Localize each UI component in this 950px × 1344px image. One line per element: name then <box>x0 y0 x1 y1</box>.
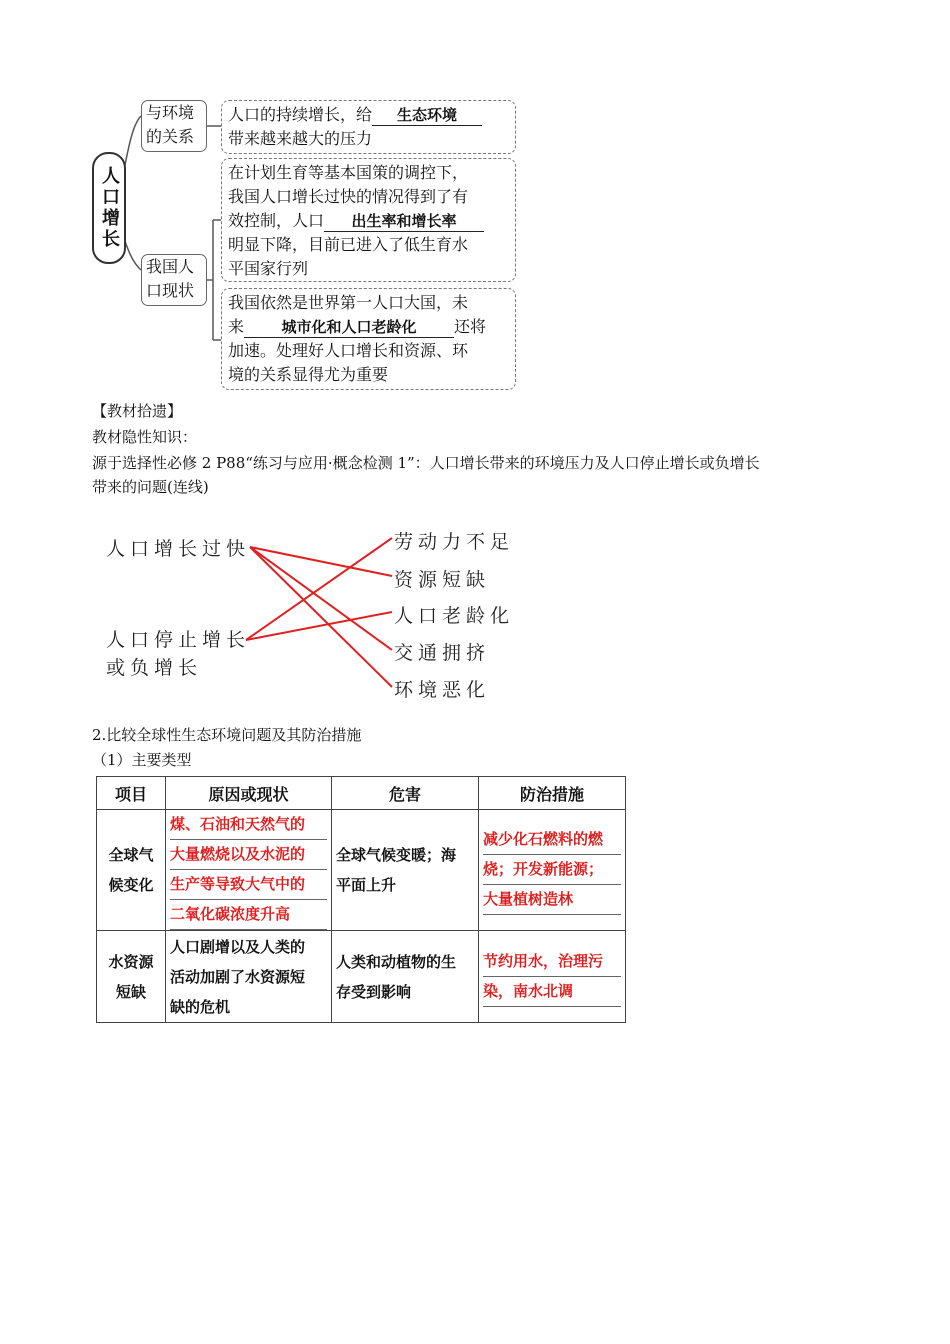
status-box-1-line3: 效控制，人口 <box>228 211 325 230</box>
row2-measure <box>479 931 626 1023</box>
row1-item-line2: 候变化 <box>108 876 154 894</box>
row1-harm-line1: 全球气候变暖；海 <box>336 846 457 864</box>
mindmap-root-label: 人口增长 <box>99 166 120 250</box>
row2-cause-line1: 人口剧增以及人类的 <box>170 937 306 956</box>
row1-cause-line2: 大量燃烧以及水泥的 <box>170 840 327 870</box>
header-cause: 原因或现状 <box>166 777 332 810</box>
environment-box-pre: 人口的持续增长，给 <box>228 105 373 124</box>
source-line-1: 源于选择性必修 2 P88“练习与应用·概念检测 1”：人口增长带来的环境压力及人口停止增长或负增长 <box>92 454 760 472</box>
row2-item <box>97 931 166 1023</box>
row2-item-line2: 短缺 <box>115 982 146 1001</box>
row2-cause <box>166 931 332 1023</box>
status-box-1-line4: 明显下降，目前已进入了低生育水 <box>228 235 469 254</box>
status-blank-answer-1: 出生率和增长率 <box>324 211 484 232</box>
source-line-2: 带来的问题(连线) <box>92 478 209 496</box>
section2-title: 2.比较全球性生态环境问题及其防治措施 <box>92 726 362 744</box>
row1-item-line1: 全球气 <box>108 846 154 864</box>
row1-measure-line2: 烧；开发新能源； <box>483 855 621 885</box>
table-header-row <box>97 777 626 810</box>
row1-cause <box>166 810 332 931</box>
hidden-knowledge-label: 教材隐性知识： <box>92 428 198 446</box>
branch-environment <box>141 100 207 152</box>
row2-cause-line3: 缺的危机 <box>170 997 231 1016</box>
match-lines <box>0 500 950 710</box>
match-left-2-line1: 人口停止增长 <box>106 629 251 651</box>
status-box-2-line4: 境的关系显得尤为重要 <box>228 365 389 384</box>
match-left-2-line2: 或负增长 <box>106 657 203 679</box>
row2-harm <box>332 931 479 1023</box>
header-measure: 防治措施 <box>479 777 626 810</box>
status-box-2-line3: 加速。处理好人口增长和资源、环 <box>228 341 469 360</box>
status-box-2-line1: 我国依然是世界第一人口大国，未 <box>228 293 469 312</box>
status-blank-answer-2: 城市化和人口老龄化 <box>244 317 454 338</box>
section-heading: 【教材拾遗】 <box>92 402 183 420</box>
row1-cause-line3: 生产等导致大气中的 <box>170 870 327 900</box>
section2-subtitle: （1）主要类型 <box>92 751 192 769</box>
status-box-2-line2-post: 还将 <box>454 317 487 336</box>
environment-box <box>221 100 516 154</box>
status-box-1-line5: 平国家行列 <box>228 259 309 278</box>
row2-harm-line2: 存受到影响 <box>336 982 412 1001</box>
header-harm: 危害 <box>332 777 479 810</box>
match-right-1: 劳动力不足 <box>394 531 515 553</box>
row1-measure-line1: 减少化石燃料的燃 <box>483 825 621 855</box>
environment-problems-table <box>96 776 626 1023</box>
mindmap-root <box>92 152 126 264</box>
row1-cause-line1: 煤、石油和天然气的 <box>170 810 327 840</box>
status-box-1-line1: 在计划生育等基本国策的调控下， <box>228 163 469 182</box>
header-item: 项目 <box>97 777 166 810</box>
table-row <box>97 931 626 1023</box>
branch-status-line2: 口现状 <box>146 281 195 300</box>
table-row <box>97 810 626 931</box>
row1-harm <box>332 810 479 931</box>
row1-item <box>97 810 166 931</box>
row1-cause-line4: 二氧化碳浓度升高 <box>170 900 327 930</box>
match-left-1: 人口增长过快 <box>106 538 251 560</box>
status-box-1 <box>221 158 516 282</box>
match-right-2: 资源短缺 <box>394 569 491 591</box>
match-right-3: 人口老龄化 <box>394 605 515 627</box>
row2-measure-line2: 染，南水北调 <box>483 977 621 1007</box>
environment-blank-answer: 生态环境 <box>372 105 482 126</box>
match-line-stop-labor <box>246 538 392 640</box>
row2-harm-line1: 人类和动植物的生 <box>336 952 457 971</box>
branch-environment-line2: 的关系 <box>146 127 195 146</box>
row2-measure-line1: 节约用水，治理污 <box>483 947 621 977</box>
match-right-4: 交通拥挤 <box>394 642 491 664</box>
match-right-5: 环境恶化 <box>394 679 491 701</box>
status-box-2-line2-pre: 来 <box>228 317 245 336</box>
branch-environment-line1: 与环境 <box>146 103 195 122</box>
branch-status-line1: 我国人 <box>146 257 195 276</box>
branch-status <box>141 254 207 306</box>
row1-measure-line3: 大量植树造林 <box>483 885 621 915</box>
row2-item-line1: 水资源 <box>108 952 154 971</box>
status-box-1-line2: 我国人口增长过快的情况得到了有 <box>228 187 469 206</box>
status-box-2 <box>221 288 516 390</box>
row1-measure <box>479 810 626 931</box>
row1-harm-line2: 平面上升 <box>336 876 397 894</box>
row2-cause-line2: 活动加剧了水资源短 <box>170 967 306 986</box>
environment-box-post: 带来越来越大的压力 <box>228 129 373 148</box>
